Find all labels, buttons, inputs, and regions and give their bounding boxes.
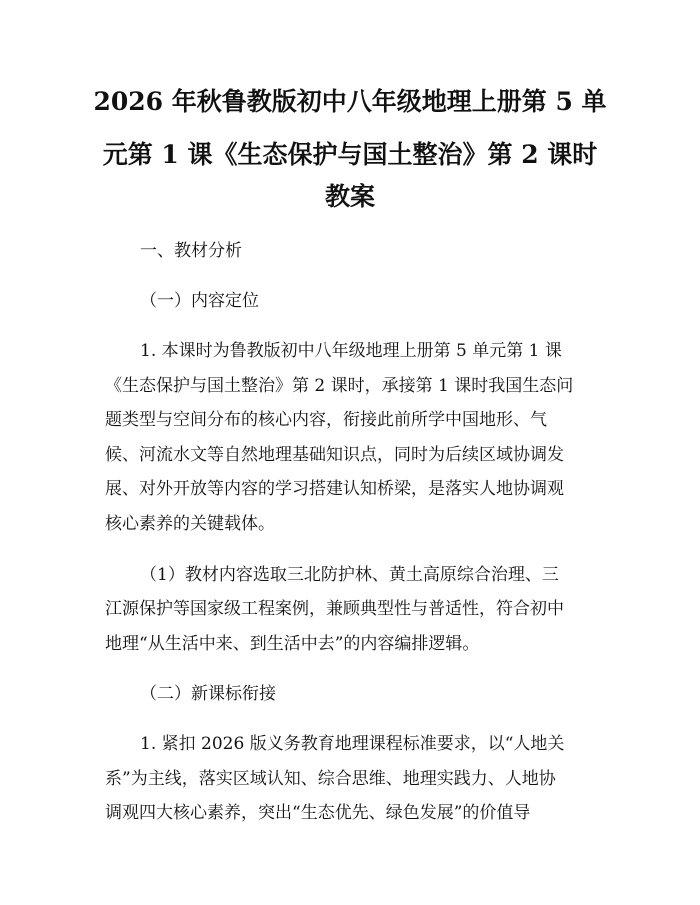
paragraph-1-line-3: 题类型与空间分布的核心内容，衔接此前所学中国地形、气 <box>105 410 547 430</box>
document-title-line-3: 教案 <box>324 182 375 211</box>
subsection-heading-new-curriculum: （二）新课标衔接 <box>140 684 276 704</box>
paragraph-3-line-2: 系”为主线，落实区域认知、综合思维、地理实践力、人地协 <box>105 769 556 789</box>
paragraph-3-line-1: 1. 紧扣 2026 版义务教育地理课程标准要求，以“人地关 <box>140 734 565 754</box>
paragraph-1-line-6: 核心素养的关键载体。 <box>105 514 275 534</box>
paragraph-1-line-2: 《生态保护与国土整治》第 2 课时，承接第 1 课时我国生态问 <box>105 376 574 396</box>
paragraph-3-line-3: 调观四大核心素养，突出“生态优先、绿色发展”的价值导 <box>105 803 531 823</box>
paragraph-2-line-2: 江源保护等国家级工程案例，兼顾典型性与普适性，符合初中 <box>105 599 564 619</box>
subsection-heading-content-positioning: （一）内容定位 <box>140 291 259 311</box>
paragraph-1-line-4: 候、河流水文等自然地理基础知识点，同时为后续区域协调发 <box>105 445 564 465</box>
document-title-line-2: 元第 1 课《生态保护与国土整治》第 2 课时 <box>102 140 598 169</box>
paragraph-2-line-1: （1）教材内容选取三北防护林、黄土高原综合治理、三 <box>140 565 559 585</box>
section-heading-textbook-analysis: 一、教材分析 <box>140 241 242 261</box>
paragraph-2-line-3: 地理“从生活中来、到生活中去”的内容编排逻辑。 <box>105 634 480 654</box>
document-title-line-1: 2026 年秋鲁教版初中八年级地理上册第 5 单 <box>93 87 607 116</box>
paragraph-1-line-5: 展、对外开放等内容的学习搭建认知桥梁，是落实人地协调观 <box>105 479 564 499</box>
paragraph-1-line-1: 1. 本课时为鲁教版初中八年级地理上册第 5 单元第 1 课 <box>140 341 562 361</box>
